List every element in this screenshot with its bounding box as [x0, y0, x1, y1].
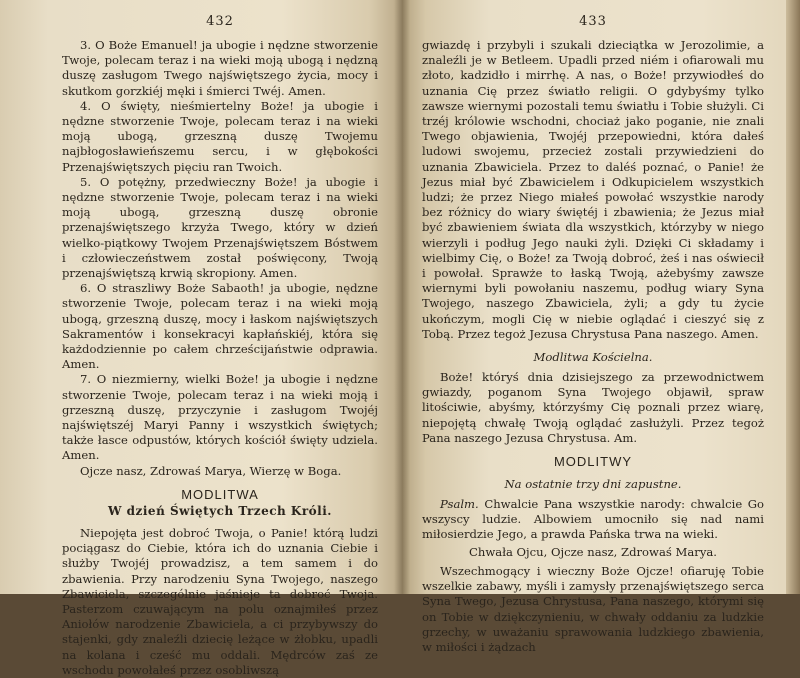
closing-prayers-line: Ojcze nasz, Zdrowaś Marya, Wierzę w Boga.: [80, 463, 342, 478]
book-edge: [786, 0, 800, 594]
book-gutter: [394, 0, 410, 594]
three-kings-prayer-continuation: gwiazdę i przybyli i szukali dzieciątka w Jerozolimie, a znaleźli je w Betleem. Upadli przed niém i ofiarowali mu złoto, kadzidło i mirrhę. A nas, o Boże! przywiodłeś do uznania Cię przez światło religii. O gdybyśmy tylko zawsze wiernymi pozostali temu światłu i Tobie służyli. Ci trzéj królowie wschodni, chociaż jako poganie, nie znali Twego objawienia, Twojéj przepowiedni, która dałeś ludowi swojemu, przecież zostali przywiedzieni do uznania Zbawiciela. Przez to daléś poznać, o Panie! że Jezus miał być Zbawicielem i Odkupicielem wszystkich ludzi; że przez Niego miałeś powołać wszystkie narody bez różnicy do wiary świętéj i zbawienia; że Jezus miał być zbawieniem świata dla wszystkich, którzyby w niego wierzyli i podług Jego nauki żyli. Dzięki Ci składamy i wielbimy Cię, o Boże! za Twoją dobroć, żeś i nas oświecił i powołał. Sprawże to łaską Twoją, ażebyśmy zawsze wiernymi byli powołaniu naszemu, podług wiary Syna Twojego, naszego Zbawiciela, żyli; a gdy tu życie ukończym, mogli Cię w niebie oglądać i cieszyć się z Tobą. Przez tegoż Jezusa Chrystusa Pana naszego. Amen.: [422, 38, 764, 341]
section-heading-modlitwa: MODLITWA: [181, 486, 259, 502]
psalm-text: Chwalcie Pana wszystkie narody: chwalcie Go wszyscy ludzie. Albowiem umocniło się nad nami miłosierdzie Jego, a prawda Pańska trwa na wieki.: [422, 497, 765, 542]
prayer-paragraph-4: 4. O święty, nieśmiertelny Boże! ja ubogie i nędzne stworzenie Twoje, polecam teraz i na wieki moją ubogą, grzeszną duszę Twojemu najbłogosławieńszemu sercu, i w głębokości Przenajświętszych pięciu ran Twoich.: [62, 98, 378, 174]
doxology-line: Chwała Ojcu, Ojcze nasz, Zdrowaś Marya.: [469, 544, 717, 559]
psalm-label: Psalm.: [440, 497, 479, 512]
right-page: [402, 0, 800, 654]
church-prayer-heading: Modlitwa Kościelna.: [533, 350, 653, 365]
three-kings-prayer-text: Niepojęta jest dobroć Twoja, o Panie! którą ludzi pociągasz do Ciebie, która ich do uznania Ciebie i służby Twojéj prowadzisz, a tem samem i do zbawienia. Przy narodzeniu Syna Twojego, naszego Zbawiciela, szczególnie jaśnieje ta dobroć Twoja. Pasterzom czuwającym na polu oznajmiłeś przez Aniołów narodzenie Zbawiciela, a ci przybywszy do stajenki, gdy znaleźli dziecię leżące w żłobku, upadli na kolana i cześć mu oddali. Mędrców zaś ze wschodu powołałeś przez osobliwszą: [62, 525, 378, 677]
page-number-left: 432: [206, 14, 234, 29]
final-prayer-paragraph: Wszechmogący i wieczny Boże Ojcze! ofiaruję Tobie wszelkie zabawy, myśli i zamysły przenajświętszego serca Syna Twego, Jezusa Chrystusa, Pana naszego, którymi się on Tobie w dziękczynieniu, w chwały oddaniu za ludzkie grzechy, w uważaniu sprawowania ludzkiego zbawienia, w miłości i żądzach: [422, 563, 764, 654]
section-subheading-three-kings: W dzień Świętych Trzech Króli.: [108, 503, 332, 518]
prayer-paragraph-6: 6. O straszliwy Boże Sabaoth! ja ubogie, nędzne stworzenie Twoje, polecam teraz i na wieki moją ubogą, grzeszną duszę, mocy i łaskom najświętszych Sakramentów i konsekracyi kapłańskiéj, która się każdodziennie po całem chrześcijaństwie odprawia. Amen.: [62, 281, 378, 372]
prayer-paragraph-7: 7. O niezmierny, wielki Boże! ja ubogie i nędzne stworzenie Twoje, polecam teraz i na wieki moją i grzeszną duszę, przyczynie i zasługom Twojéj najświętszéj Maryi Panny i wszystkich świętych; także łasce odpustów, których kościół święty udziela. Amen.: [62, 372, 378, 463]
page-number-right: 433: [579, 14, 607, 29]
psalm-paragraph: [422, 497, 764, 543]
section-heading-modlitwy: MODLITWY: [553, 454, 633, 470]
section-subheading-carnival-days: Na ostatnie trzy dni zapustne.: [504, 477, 682, 492]
prayer-paragraph-5: 5. O potężny, przedwieczny Boże! ja ubogie i nędzne stworzenie Twoje, polecam teraz i na wieki moją ubogą, grzeszną duszę obronie przenajświętszego krzyża Twego, który w dzień wielko-piątkowy Twojem Przenajświętszem Bóstwem i człowieczeństwem został poświęcony, Twoją przenajświętszą krwią skropiony. Amen.: [62, 174, 378, 281]
prayer-paragraph-3: 3. O Boże Emanuel! ja ubogie i nędzne stworzenie Twoje, polecam teraz i na wieki moją ubogą i nędzną duszę zasługom Twego najświętszego życia, mocy i skutkom gorzkiéj męki i śmierci Twéj. Amen.: [62, 38, 378, 98]
church-prayer-text: Boże! któryś dnia dzisiejszego za przewodnictwem gwiazdy, poganom Syna Twojego objawił, spraw litościwie, abyśmy, którzyśmy Cię poznali przez wiarę, niepojętą chwałę Twoją oglądać zasłużyli. Przez tegoż Pana naszego Jezusa Chrystusa. Am.: [422, 370, 764, 445]
